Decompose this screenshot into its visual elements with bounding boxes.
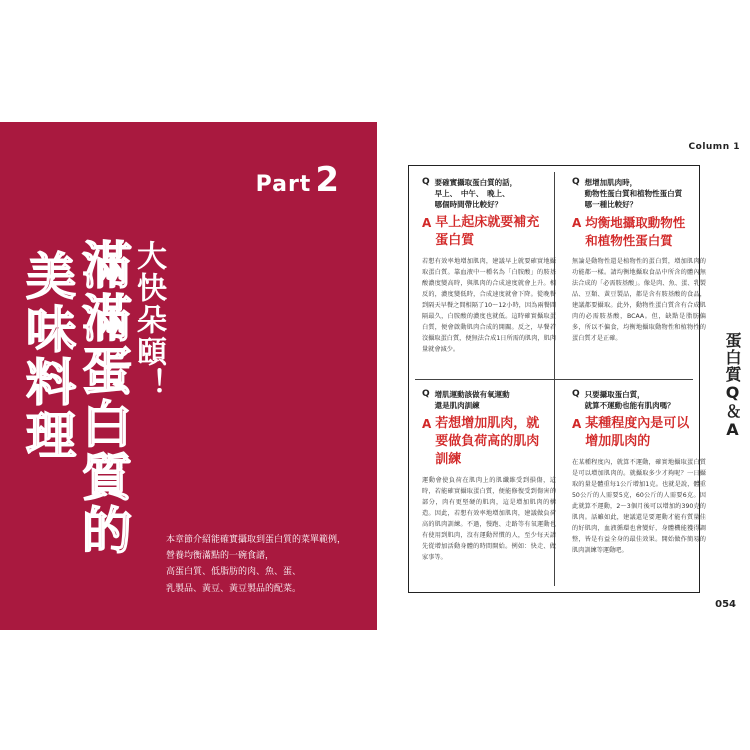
question-text: 增肌運動該做有氧運動 還是肌肉訓練 bbox=[434, 390, 510, 410]
question-text: 想增加肌肉時， 動物性蛋白質和植物性蛋白質 哪一種比較好？ bbox=[584, 178, 683, 209]
answer-body: 運動會使負荷在肌肉上的肌纖維受到損傷，這時，若能確實攝取蛋白質，便能修復受到傷害的部分，肉有更堅硬的肌肉，這是增加肌肉的構造。因此，若想有效率地增加肌肉，建議做負荷高的肌肉訓練。不過，慢跑、走路等有氧運動也有使用到肌肉，沒有運動習慣的人，至少每天請先從增加活動身體的時間開始。例如：快走、做家事等。 bbox=[422, 477, 556, 561]
answer-body: 在某種程度內，就算不運動，確實地攝取蛋白質是可以增加肌肉的。就攝取多少才夠呢？一日攝取的量是體重每1公斤增加1克。也就是說，體重50公斤的人需要5克，60公斤的人需要6克。因此就算不運動，2～3個月後可以增加約390克的肌肉。話雖如此，建議還是要運動才能有質量佳的好肌肉，血液循環也會變好，身體機能獲得調整，皆是有益全身的最佳效果。開始做作簡易的肌肉訓練等運動吧。 bbox=[572, 459, 706, 554]
question-text: 只要攝取蛋白質， 就算不運動也能有肌肉嗎？ bbox=[584, 390, 675, 410]
question-text: 要確實攝取蛋白質的話， 早上、 中午、 晚上、 哪個時間帶比較好？ bbox=[434, 178, 518, 209]
qa-item bbox=[422, 389, 556, 563]
answer-marker: A bbox=[422, 216, 432, 230]
chapter-title-line-1: 滿滿蛋白質的 bbox=[74, 239, 132, 557]
answer-heading: 均衡地攝取動物性 和植物性蛋白質 bbox=[585, 215, 686, 248]
answer-body: 若想有效率地增加肌肉，建議早上就要確實地攝取蛋白質。靠血液中一種名為「白胺酸」的胺基酸濃度變高時，與肌肉的合成速度就會上升。相反的，濃度變低時，合成速度就會下降。從晚餐到隔天早餐之間相隔了10～12小時，因為兩餐間隔最久，白胺酸的濃度也就低。這時確實攝取蛋白質，便會啟動肌肉合成的開關。反之，早餐若沒攝取蛋白質，便無法合成1日所需的肌肉，肌肉量就會減少。 bbox=[422, 258, 556, 353]
answer-heading: 某種程度內是可以 增加肌肉的 bbox=[585, 416, 690, 449]
answer-heading: 若想增加肌肉，就 要做負荷高的肌肉 訓練 bbox=[435, 416, 540, 467]
intro-line: 營養均衡滿點的一碗食譜， bbox=[166, 551, 275, 562]
chapter-intro bbox=[166, 532, 362, 597]
intro-line: 乳製品、黃豆、黃豆製品的配菜。 bbox=[166, 583, 302, 594]
page-number: 054 bbox=[715, 599, 736, 610]
qa-item bbox=[572, 177, 706, 344]
answer-marker: A bbox=[422, 417, 432, 431]
question-marker: Q bbox=[422, 177, 430, 187]
answer-body: 無論是動物性還是植物性的蛋白質，增加肌肉的功能都一樣。請均衡地攝取食品中所含的體內無法合成的「必需胺基酸」。像是肉、魚、蛋、乳製品、豆類、黃豆製品，都是含有胺基酸的食品，建議都要攝取。此外，動物性蛋白質含有合成肌肉的必需胺基酸，BCAA。但，缺點是脂肪偏多，所以不偏食，均衡地攝取動物性和植物性的蛋白質才是正確。 bbox=[572, 258, 706, 342]
chapter-opener-page bbox=[0, 122, 377, 630]
answer-heading: 早上起床就要補充 蛋白質 bbox=[435, 215, 540, 248]
part-number: 2 bbox=[315, 160, 339, 200]
question-marker: Q bbox=[572, 389, 580, 399]
qa-item bbox=[572, 389, 706, 556]
answer-marker: A bbox=[572, 216, 582, 230]
chapter-title-line-2: 美味料理 bbox=[18, 250, 76, 462]
question-marker: Q bbox=[422, 389, 430, 399]
qa-item bbox=[422, 177, 556, 355]
part-label bbox=[256, 160, 339, 200]
chapter-subtitle: 大快朵頤！ bbox=[131, 240, 166, 400]
column-label: Column 1 bbox=[688, 142, 740, 152]
qa-grid bbox=[408, 165, 706, 593]
question-marker: Q bbox=[572, 177, 580, 187]
intro-line: 高蛋白質、低脂肪的肉、魚、蛋、 bbox=[166, 567, 302, 578]
part-word: Part bbox=[255, 172, 312, 197]
answer-marker: A bbox=[572, 417, 582, 431]
intro-line: 本章節介紹能確實攝取到蛋白質的菜單範例， bbox=[166, 535, 347, 545]
section-side-tab: 蛋白質Q＆A bbox=[723, 332, 742, 440]
